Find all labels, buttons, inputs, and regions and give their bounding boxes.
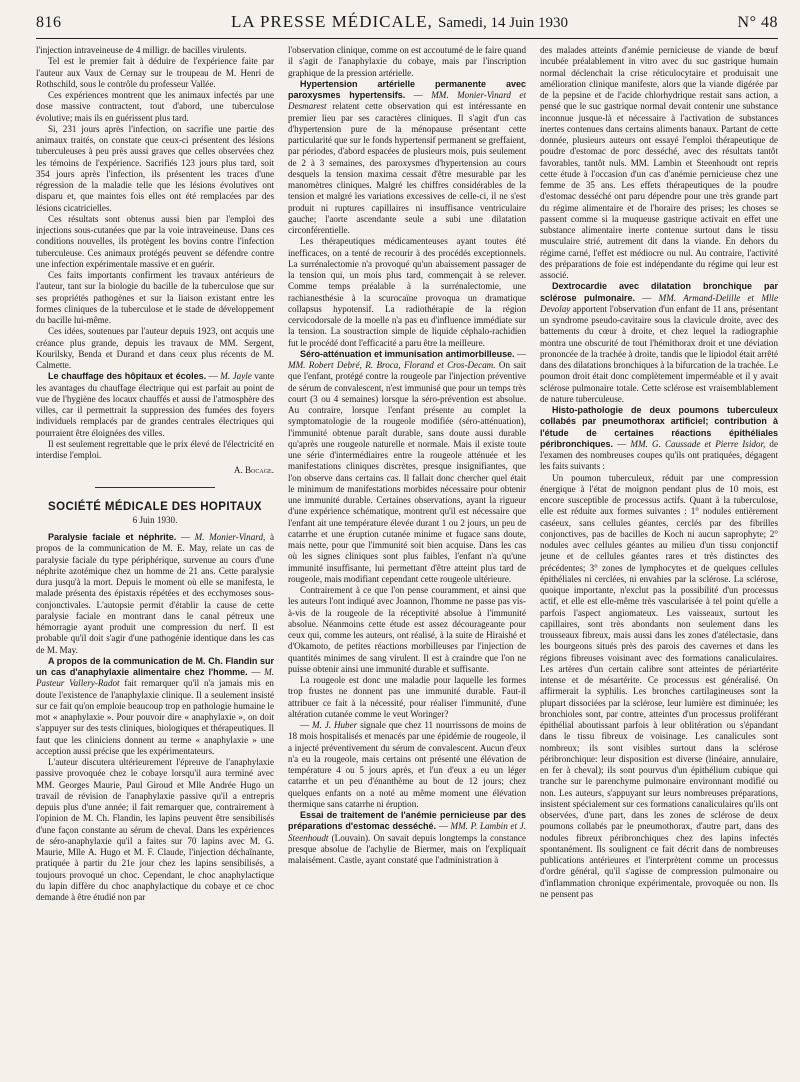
paragraph: La rougeole est donc une maladie pour laquelle les formes trop frustes ne donnent pas une immunité durable. Faut-il attribuer ce fait à la nécessité, pour réaliser l'immunité, d'une altération cutanée comme le veut Woringer? bbox=[288, 675, 526, 719]
paragraph: l'observation clinique, comme on est accoutumé de le faire quand il s'agit de l'anaphylaxie du cobaye, mais par l'inscription graphique de la pression artérielle. bbox=[288, 45, 526, 78]
paragraph: Un poumon tuberculeux, réduit par une compression énergique à l'état de moignon pendant plus de 10 mois, est encore susceptible de processus actifs. Quant à la tuberculose, elle est réduite aux formes suivantes : 1° nodules entièrement caséeux, sans cellules géantes, cerclés par des fibrilles conjonctives, pas de bacilles de Koch ni aucun saprophyte; 2° nodules avec cellules géantes au milieu d'un tissu conjonctif jeune et de cellules géantes rares et très distinctes des précédentes; 3° zones de lymphocytes et de quelques cellules épithéliales ni cerclées, ni envahies par la sclérose. La sclérose, quoique importante, n'exclut pas la possibilité d'un processus actif, et elle est elle-même très vascularisée à tel point qu'elle a parfois l'aspect angiomateux. Les vaisseaux, surtout les capillaires, sont très abondants non seulement dans les trousseaux fibreux, mais aussi dans les zones d'atélectasie, dans les bourgeons situés près des parois des cavernes et dans les régions fibreuses voisinant avec des formations canaliculaires. Les artères d'un certain calibre sont atteintes de périartérite intense et de mésartérite. Ce processus est généralisé. On affirmerait la syphilis. Les bronches cartilagineuses sont la plupart dissociées par la sclérose, leur lumière est diminuée; les bronchioles sont, par contre, atteintes d'un processus proliférant épithélial aboutissant parfois à leur oblitération ou s'épandant dans le tissu fibreux de voisinage. Les canalicules sont nombreux; ils sont visibles surtout dans la sclérose péribronchique: leur disposition est diverse (linéaire, annulaire, en fer à cheval); ils sont pourvus d'un épithélium cubique qui tranche sur le parenchyme pulmonaire environnant modifié ou non. Les auteurs, s'appuyant sur leurs nombreuses préparations, insistent spécialement sur ces formations canaliculaires qu'ils ont observées, d'une part, dans les zones de sclérose de deux poumons collabés par le pneumothorax, d'autre part, dans des nodules fibreux péribronchiques chez des lapins infectés spontanément. Ils soulignent ce fait décrit dans de nombreuses publications antérieures et l'interprètent comme un processus d'ordre général, qu'il s'agisse de compression pulmonaire ou d'inflammation chronique expérimentale, provoquée ou non. Ils ne pensent pas bbox=[540, 472, 778, 899]
article-flandin: A propos de la communication de M. Ch. Flandin sur un cas d'anaphylaxie alimentaire chez l'homme. — M. Pasteur Vallery-Radot fait remarquer qu'il n'a jamais mis en doute l'existence de l'anaphylaxie clinique. Il a seulement insisté sur ce fait qu'on emploie beaucoup trop en pathologie humaine le mot « anaphylaxie ». Pour pouvoir dire « anaphylaxie », on doit s'appuyer sur des tests cliniques, biologiques et thérapeutiques. Il faut que les cliniciens donnent au terme « anaphylaxie » une acception aussi précise que les expérimentateurs. bbox=[36, 655, 274, 756]
header-rule bbox=[36, 38, 778, 39]
article-heading: Histo-pathologie de deux poumons tuberculeux collabés par pneumothorax artificiel; contribution à l'étude de certaines réactions épithéliales péribronchiques. bbox=[540, 405, 778, 449]
paragraph: Contrairement à ce que l'on pense couramment, et ainsi que les auteurs l'ont indiqué avec Joannon, l'homme ne passe pas vis-à-vis de la rougeole de la réceptivité absolue à l'immunité absolue. Néanmoins cette étude est assez décourageante pour ceux qui, comme les auteurs, ont réalisé, à la suite de Hiraishé et d'Okamoto, de petites réactions morbilleuses par l'injection de quantités minimes de sang virulent. Il est à craindre que l'on ne puisse obtenir ainsi une immunité durable et suffisante. bbox=[288, 585, 526, 674]
paragraph: L'auteur discutera ultérieurement l'épreuve de l'anaphylaxie passive provoquée chez le cobaye lorsqu'il aura terminé avec MM. Georges Maurie, Paul Giroud et Mlle Andrée Hugo un travail de révision de l'anaphylaxie passive qu'il a entrepris depuis plus d'une année; il fait remarquer que, contrairement à l'opinion de M. Ch. Flandin, les lapins peuvent être sensibilisés d'une façon constante au sérum de cheval. Dans les expériences de séro-anaphylaxie qu'il a faites sur 70 lapins avec M. G. Maurie, Mlle A. Hugo et M. F. Claude, l'injection déchaînante, pratiquée à partir du 21e jour chez les lapins sensibilisés, a toujours provoqué un choc. Cependant, le choc anaphylactique du lapin diffère du choc anaphylactique du cobaye et ce choc demande à être étudié non par bbox=[36, 757, 274, 902]
journal-title bbox=[62, 12, 738, 32]
article-chauffage: Le chauffage des hôpitaux et écoles. — M. Jayle vante les avantages du chauffage électrique qui est parfait au point de vue de l'hygiène des locaux chauffés et aussi de l'atmosphère des villes, car il permettrait la suppression des fumées des foyers individuels remplacés par de grandes centrales électriques qui pourraient être éloignées des villes. bbox=[36, 371, 274, 438]
article-paralysie: Paralysie faciale et néphrite. — M. Monier-Vinard, à propos de la communication de M. E. May, relate un cas de paralysie faciale du type périphérique, survenue au cours d'une néphrite azotémique chez un homme de 21 ans. Cette paralysie dura jusqu'à la mort. Depuis le moment où elle se manifesta, le malade présenta des épistaxis répétées et des ecchymoses sous-conjonctivales. L'autopsie permit d'établir la cause de cette paralysie faciale en montrant dans le canal pétreux une hémorragie ayant produit une compression du nerf. Il est probable qu'il doit s'agir d'une pathogénie identique dans les cas de M. May. bbox=[36, 532, 274, 655]
article-author: MM. Robert Debré, R. Broca, Florand et Cros-Decam. bbox=[288, 360, 496, 370]
text-columns bbox=[36, 45, 778, 1075]
article-histo-pathologie: Histo-pathologie de deux poumons tuberculeux collabés par pneumothorax artificiel; contribution à l'étude de certaines réactions épithéliales péribronchiques. — MM. G. Caussade et Pierre Isidor, de l'examen des nombreuses coupes qu'ils ont pratiquées, dégagent les faits suivants : bbox=[540, 405, 778, 472]
article-author: MM. Armand-Delille et Mlle Devolay bbox=[540, 292, 778, 314]
article-sero-attenuation: Séro-atténuation et immunisation antimorbilleuse. — MM. Robert Debré, R. Broca, Florand et Cros-Decam. On sait que l'enfant, protégé contre la rougeole par l'injection préventive de sérum de convalescent, n'est immunisé que pour un temps très court (3 ou 4 semaines) lorsque la séro-prévention est absolue. Au contraire, lorsque l'enfant présente au complet la symptomatologie de la rougeole modifiée (séro-atténuation), l'immunité obtenue paraît durable, sans doute aussi durable qu'après une rougeole naturelle et normale. Mais il existe toute une série d'intermédiaires entre la rougeole atténuée et les manifestations cliniques discrètes, presque insignifiantes, que l'on observe dans certains cas. Il fallait donc chercher quel était le minimum de manifestations morbides nécessaire pour obtenir une immunité durable. Certaines observations, ayant la rigueur d'une expérience schématique, montrent qu'il est nécessaire que l'enfant ait une température élevée durant 1 ou 2 jours, un peu de catarrhe et une éruption cutanée minime et fugace sans doute, mais nette, pour que l'immunité soit bien acquise. Dans les cas où les signes cliniques sont plus faibles, l'enfant n'a qu'une immunité insuffisante, lui permettant d'être atteint plus tard de rougeole, mais modifiant cependant cette rougeole ultérieure. bbox=[288, 348, 526, 584]
article-author: M. Pasteur Vallery-Radot bbox=[36, 667, 274, 689]
column-3 bbox=[540, 45, 778, 1075]
article-author: M. Monier-Vinard, bbox=[194, 532, 266, 542]
article-heading: A propos de la communication de M. Ch. Flandin sur un cas d'anaphylaxie alimentaire chez l'homme. bbox=[36, 655, 274, 677]
column-1 bbox=[36, 45, 274, 1075]
paragraph: Il est seulement regrettable que le prix élevé de l'électricité en interdise l'emploi. bbox=[36, 438, 274, 460]
article-text: fait remarquer qu'il n'a jamais mis en doute l'existence de l'anaphylaxie clinique. Il a seulement insisté sur ce fait qu'on emploie beaucoup trop en pathologie humaine le mot « anaphylaxie ». Pour pouvoir dire « anaphylaxie », on doit s'appuyer sur des tests cliniques, biologiques et thérapeutiques. Il faut que les cliniciens donnent au terme « anaphylaxie » une acception aussi précise que les expérimentateurs. bbox=[36, 678, 274, 756]
article-author: M. J. Huber bbox=[312, 720, 358, 730]
column-2 bbox=[288, 45, 526, 1075]
page-header bbox=[36, 12, 778, 36]
section-title: SOCIÉTÉ MÉDICALE DES HOPITAUX bbox=[48, 500, 262, 513]
issue-date: Samedi, 14 Juin 1930 bbox=[438, 15, 569, 31]
paragraph: Ces résultats sont obtenus aussi bien par l'emploi des injections sous-cutanées que par la voie intraveineuse. Dans ces conditions nouvelles, ils protègent les bovins contre l'infection tuberculeuse. Ces animaux protégés peuvent se défendre contre une infection expérimentale massive et en guérir. bbox=[36, 213, 274, 269]
article-text: (Louvain). On savait depuis longtemps la constance presque absolue de l'achylie de Biermer, mais on l'expliquait malaisément. Castle, ayant constaté que l'administration à bbox=[288, 832, 526, 865]
page-number: 816 bbox=[36, 14, 62, 31]
article-author: MM. G. Caussade et Pierre Isidor, bbox=[630, 438, 766, 449]
article-author: MM. Monier-Vinard et Desmarest bbox=[288, 90, 526, 112]
journal-name: LA PRESSE MÉDICALE, bbox=[231, 12, 433, 31]
article-essai: Essai de traitement de l'anémie pernicieuse par des préparations d'estomac desséché. — MM. P. Lambin et J. Steenhoudt (Louvain). On savait depuis longtemps la constance presque absolue de l'achylie de Biermer, mais on l'expliquait malaisément. Castle, ayant constaté que l'administration à bbox=[288, 810, 526, 865]
paragraph: Ces faits importants confirment les travaux antérieurs de l'auteur, tant sur la biologie du bacille de la tuberculose que sur ses propriétés pathogènes et sur la liaison existant entre les formes cliniques de la tuberculose et le stade de développement du bacille lui-même. bbox=[36, 270, 274, 325]
paragraph: Ces idées, soutenues par l'auteur depuis 1923, ont acquis une créance plus grande, depuis les travaux de MM. Sergent, Kourilsky, Benda et Durand et dans ceux plus récents de M. Calmette. bbox=[36, 326, 274, 370]
article-huber: — M. J. Huber signale que chez 11 nourrissons de moins de 18 mois hospitalisés et menacés par une épidémie de rougeole, il a injecté préventivement du sérum de convalescent. Aucun d'eux n'a eu la rougeole, mais certains ont présenté une élévation de température 4 ou 5 jours après, et l'un d'eux a eu un léger catarrhe et un peu d'énanthème au bout de 12 jours; chez quelques enfants on a noté au même moment une élévation thermique sans catarrhe ni éruption. bbox=[288, 720, 526, 809]
issue-number: N° 48 bbox=[737, 14, 778, 31]
article-text: On sait que l'enfant, protégé contre la rougeole par l'injection préventive de sérum de convalescent, n'est immunisé que pour un temps très court (3 ou 4 semaines) lorsque la séro-prévention est absolue. Au contraire, lorsque l'enfant présente au complet la symptomatologie de la rougeole modifiée (séro-atténuation), l'immunité obtenue paraît durable, sans doute aussi durable qu'après une rougeole naturelle et normale. Mais il existe toute une série d'intermédiaires entre la rougeole atténuée et les manifestations cliniques discrètes, presque insignifiantes, que l'on observe dans certains cas. Il fallait donc chercher quel était le minimum de manifestations morbides nécessaire pour obtenir une immunité durable. Certaines observations, ayant la rigueur d'une expérience schématique, montrent qu'il est nécessaire que l'enfant ait une température élevée durant 1 ou 2 jours, un peu de catarrhe et une éruption cutanée minime et fugace sans doute, mais nette, pour que l'immunité soit bien acquise. Dans les cas où les signes cliniques sont plus faibles, l'enfant n'a qu'une immunité insuffisante, lui permettant d'être atteint plus tard de rougeole, mais modifiant cependant cette rougeole ultérieure. bbox=[288, 360, 526, 584]
article-text: de l'examen des nombreuses coupes qu'ils ont pratiquées, dégagent les faits suivants : bbox=[540, 438, 778, 472]
paragraph: des malades atteints d'anémie pernicieuse de viande de bœuf incubée préalablement in vitro avec du suc gastrique humain normal déclenchait la crise réticulocytaire et produisait une amélioration clinique manifeste, alors que la viande digérée par de la pepsine et de l'acide chlorhydrique restait sans action, a pensé que le suc gastrique normal devait contenir une substance inconnue jusque-là et nécessaire à l'activation de substances inertes contenues dans certains aliments banaux. Partant de cette donnée, plusieurs auteurs ont essayé l'emploi thérapeutique de poudre d'estomac de porc desséché, avec des résultats tantôt favorables, tantôt nuls. MM. Lambin et Steenhoudt ont repris cette étude à l'occasion d'un cas d'anémie pernicieuse chez une femme de 35 ans. Les effets thérapeutiques de la poudre d'estomac desséché ont paru dépendre pour une très grande part du régime alimentaire et de l'horaire des prises; les choses se passent comme si la muqueuse gastrique activait en effet une substance alimentaire inerte contenue surtout dans le tissu musculaire strié, autrement dit dans la viande. En dehors du régime carné, l'effet est médiocre ou nul. Au contraire, l'activité des préparations de foie est indépendante du régime qui leur est associé. bbox=[540, 45, 778, 280]
section-date: 6 Juin 1930. bbox=[132, 514, 178, 525]
article-heading: Hypertension artérielle permanente avec paroxysmes hypertensifs. bbox=[288, 78, 526, 100]
article-author: MM. P. Lambin et J. Steenhoudt bbox=[288, 821, 526, 843]
article-dextrocardie: Dextrocardie avec dilatation bronchique par sclérose pulmonaire. — MM. Armand-Delille et Mlle Devolay apportent l'observation d'un enfant de 11 ans, présentant un syndrome pseudo-cavitaire sous la clavicule droite, avec des battements du cœur à droite, et chez lequel la radiographie montra une obscurité de tout l'hémithorax droit et une déviation prononcée de la trachée à droite, tandis que le lipiodol était arrêté dans des dilatations bronchiques à la bifurcation de la trachée. Le poumon droit était donc complètement imperméable et il y avait sclérose pulmonaire totale. Cette sclérose est vraisemblablement de nature tuberculeuse. bbox=[540, 281, 778, 404]
article-text: à propos de la communication de M. E. May, relate un cas de paralysie faciale du type périphérique, survenue au cours d'une néphrite azotémique chez un homme de 21 ans. Cette paralysie dura jusqu'à la mort. Depuis le moment où elle se manifesta, le malade présenta des épistaxis répétées et des ecchymoses sous-conjonctivales. L'autopsie permit d'établir la cause de cette paralysie faciale en montrant dans le canal pétreux une hémorragie ayant produit une compression du nerf. Il est probable qu'il doit s'agir d'une pathogénie identique dans les cas de M. May. bbox=[36, 532, 274, 655]
article-heading: Paralysie faciale et néphrite. bbox=[48, 532, 177, 542]
signature: A. Bocage. bbox=[233, 465, 274, 476]
article-author: M. Jayle bbox=[220, 371, 252, 382]
article-heading: Le chauffage des hôpitaux et écoles. bbox=[48, 371, 207, 382]
paragraph: Si, 231 jours après l'infection, on sacrifie une partie des animaux traités, on constate que ceux-ci présentent des lésions tuberculeuses à peu près aussi graves que celles observées chez les témoins de l'expérience. Sacrifiés 123 jours plus tard, soit 354 jours après l'infection, ils présentent les traces d'une régression de la maladie telle que les lésions évolutives ont disparu et, que maintes fois elles ont été remplacées par des lésions cicatricielles. bbox=[36, 123, 274, 213]
paragraph: Ces expériences montrent que les animaux infectés par une dose massive contractent, tout d'abord, une tuberculose évolutive; mais ils en guérissent plus tard. bbox=[36, 90, 274, 123]
paragraph: l'injection intraveineuse de 4 milligr. de bacilles virulents. bbox=[36, 45, 247, 55]
article-text: signale que chez 11 nourrissons de moins de 18 mois hospitalisés et menacés par une épidémie de rougeole, il a injecté préventivement du sérum de convalescent. Aucun d'eux n'a eu la rougeole, mais certains ont présenté une élévation de température 4 ou 5 jours après, et l'un d'eux a eu un léger catarrhe et un peu d'énanthème au bout de 12 jours; chez quelques enfants on a noté au même moment une élévation thermique sans catarrhe ni éruption. bbox=[288, 720, 526, 809]
article-text: vante les avantages du chauffage électrique qui est parfait au point de vue de l'hygiène des locaux chauffés et aussi de l'atmosphère des villes, car il permettrait la suppression des fumées des foyers individuels remplacés par de grandes centrales électriques qui pourraient être éloignées des villes. bbox=[36, 371, 274, 438]
article-text: relatent cette observation qui est intéressante en premier lieu par ses caractères cliniques. Il s'agit d'un cas d'hypertension pure de la ménopause présentant cette particularité que sur le fonds hypertensif permanent se greffaient, par périodes, d'abord espacées de plusieurs mois, puis seulement de 2 à 3 semaines, des paroxysmes d'hypertension au cours desquels la tension maxima cessait d'être mesurable par les manomètres cliniques. Malgré les chiffres considérables de la tension et malgré les variations excessives de celle-ci, il ne s'est produit ni ruptures capillaires ni insuffisance ventriculaire gauche; l'aorte ascendante seule a subi une dilatation circonférentielle. bbox=[288, 101, 526, 235]
section-divider bbox=[95, 487, 215, 488]
article-heading: Essai de traitement de l'anémie pernicieuse par des préparations d'estomac desséché. bbox=[288, 810, 526, 832]
paragraph: Les thérapeutiques médicamenteuses ayant toutes été inefficaces, on a tenté de recourir à des procédés exceptionnels. La surrénalectomie n'a provoqué qu'un abaissement passager de la tension qui, un mois plus tard, commençait à se relever. Comme temps préalable à la surrénalectomie, une rachianesthésie à la scurocaïne provoqua un dramatique collapsus hypotensif. La radiothérapie de la région cervicodorsale de la moelle n'a pas eu d'influence immédiate sur la tension. La soustraction simple de liquide céphalo-rachidien fut le procédé dont l'efficacité a paru être la meilleure. bbox=[288, 236, 526, 348]
article-heading: Dextrocardie avec dilatation bronchique par sclérose pulmonaire. bbox=[540, 281, 778, 303]
article-text: apportent l'observation d'un enfant de 11 ans, présentant un syndrome pseudo-cavitaire sous la clavicule droite, avec des battements du cœur à droite, et chez lequel la radiographie montra une obscurité de tout l'hémithorax droit et une déviation prononcée de la trachée à droite, tandis que le lipiodol était arrêté dans des dilatations bronchiques à la bifurcation de la trachée. Le poumon droit était donc complètement imperméable et il y avait sclérose pulmonaire totale. Cette sclérose est vraisemblablement de nature tuberculeuse. bbox=[540, 303, 778, 404]
paragraph: Tel est le premier fait à déduire de l'expérience faite par l'auteur aux Vaux de Cernay sur le troupeau de M. Henri de Rothschild, sous le contrôle du professeur Vallée. bbox=[36, 56, 274, 89]
article-hypertension: Hypertension artérielle permanente avec paroxysmes hypertensifs. — MM. Monier-Vinard et Desmarest relatent cette observation qui est intéressante en premier lieu par ses caractères cliniques. Il s'agit d'un cas d'hypertension pure de la ménopause présentant cette particularité que sur le fonds hypertensif permanent se greffaient, par périodes, d'abord espacées de plusieurs mois, puis seulement de 2 à 3 semaines, des paroxysmes d'hypertension au cours desquels la tension maxima cessait d'être mesurable par les manomètres cliniques. Malgré les chiffres considérables de la tension et malgré les variations excessives de celle-ci, il ne s'est produit ni ruptures capillaires ni insuffisance ventriculaire gauche; l'aorte ascendante seule a subi une dilatation circonférentielle. bbox=[288, 78, 526, 235]
article-heading: Séro-atténuation et immunisation antimorbilleuse. bbox=[300, 348, 515, 359]
